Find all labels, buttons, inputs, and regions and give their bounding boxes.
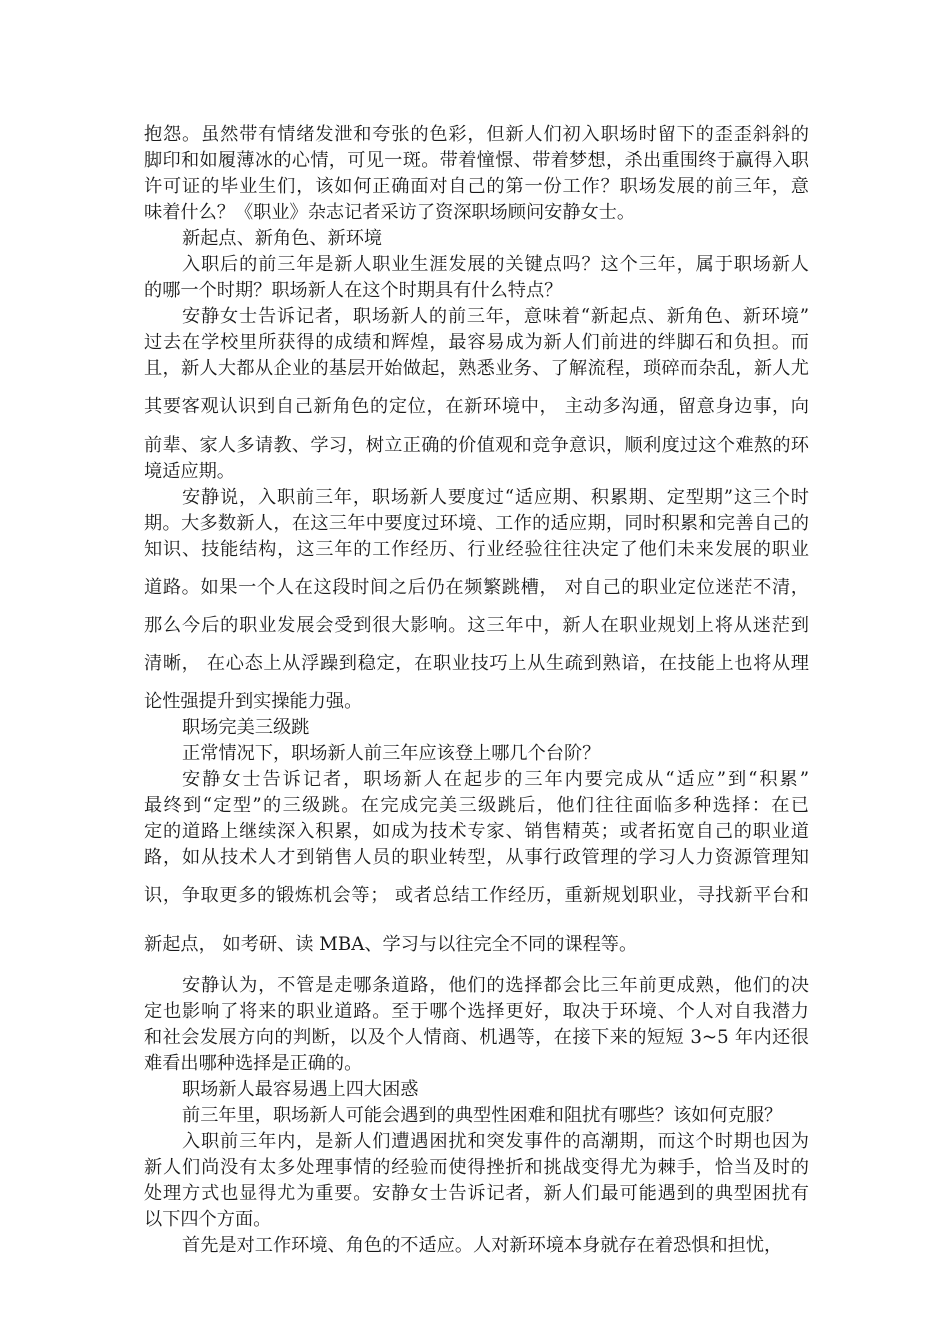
body-text-line: 入职前三年内，是新人们遭遇困扰和突发事件的高潮期，而这个时期也因为 (182, 1131, 809, 1152)
body-text-line: 且，新人大都从企业的基层开始做起，熟悉业务、了解流程，琐碎而杂乱，新人尤 (144, 358, 809, 379)
body-text-line: 知识、技能结构，这三年的工作经历、行业经验往往决定了他们未来发展的职业 (144, 539, 809, 560)
body-text-line: 新人们尚没有太多处理事情的经验而使得挫折和挑战变得尤为棘手，恰当及时的 (144, 1157, 809, 1178)
body-text-line: 安静说，入职前三年，职场新人要度过“适应期、积累期、定型期”这三个时 (182, 487, 809, 508)
body-text-line: 难看出哪种选择是正确的。 (144, 1053, 363, 1074)
body-text-line: 期。大多数新人，在这三年中要度过环境、工作的适应期，同时积累和完善自己的 (144, 513, 809, 534)
body-text-line: 前三年里，职场新人可能会遇到的典型性困难和阻扰有哪些？该如何克服？ (182, 1105, 783, 1126)
body-text-line: 味着什么？《职业》杂志记者采访了资深职场顾问安静女士。 (144, 202, 636, 223)
body-text-line: 许可证的毕业生们，该如何正确面对自己的第一份工作？职场发展的前三年，意 (144, 176, 809, 197)
body-text-line: 和社会发展方向的判断，以及个人情商、机遇等，在接下来的短短 3~5 年内还很 (144, 1027, 809, 1048)
body-text-line: 路，如从技术人才到销售人员的职业转型，从事行政管理的学习人力资源管理知 (144, 847, 809, 868)
section-heading: 新起点、新角色、新环境 (182, 228, 383, 249)
body-text-line: 论性强提升到实操能力强。 (144, 691, 363, 712)
body-text-line: 首先是对工作环境、角色的不适应。人对新环境本身就存在着恐惧和担忧， (182, 1235, 783, 1256)
body-text-line: 以下四个方面。 (144, 1209, 272, 1230)
body-text-line: 入职后的前三年是新人职业生涯发展的关键点吗？这个三年，属于职场新人 (182, 254, 809, 275)
section-heading: 职场新人最容易遇上四大困惑 (182, 1079, 419, 1100)
body-text-line: 清晰， 在心态上从浮躁到稳定，在职业技巧上从生疏到熟谙，在技能上也将从理 (144, 653, 809, 674)
body-text-line: 抱怨。虽然带有情绪发泄和夸张的色彩，但新人们初入职场时留下的歪歪斜斜的 (144, 124, 809, 145)
body-text-line: 脚印和如履薄冰的心情，可见一斑。带着憧憬、带着梦想，杀出重围终于赢得入职 (144, 150, 809, 171)
body-text-line: 最终到“定型”的三级跳。在完成完美三级跳后，他们往往面临多种选择：在已 (144, 795, 809, 816)
body-text-line: 道路。如果一个人在这段时间之后仍在频繁跳槽， 对自己的职业定位迷茫不清， (144, 577, 809, 598)
body-text-line: 境适应期。 (144, 461, 235, 482)
body-text-line: 定也影响了将来的职业道路。至于哪个选择更好，取决于环境、个人对自我潜力 (144, 1001, 809, 1022)
body-text-line: 处理方式也显得尤为重要。安静女士告诉记者，新人们最可能遇到的典型困扰有 (144, 1183, 809, 1204)
body-text-line: 前辈、家人多请教、学习，树立正确的价值观和竞争意识，顺利度过这个难熬的环 (144, 435, 809, 456)
body-text-line: 过去在学校里所获得的成绩和辉煌，最容易成为新人们前进的绊脚石和负担。而 (144, 332, 809, 353)
body-text-line: 定的道路上继续深入积累，如成为技术专家、销售精英；或者拓宽自己的职业道 (144, 821, 809, 842)
body-text-line: 安静女士告诉记者，职场新人在起步的三年内要完成从“适应”到“积累” (182, 769, 809, 790)
body-text-line: 的哪一个时期？职场新人在这个时期具有什么特点？ (144, 280, 563, 301)
body-text-line: 正常情况下，职场新人前三年应该登上哪几个台阶？ (182, 743, 601, 764)
body-text-line: 识，争取更多的锻炼机会等； 或者总结工作经历，重新规划职业，寻找新平台和 (144, 885, 809, 906)
body-text-line: 安静女士告诉记者，职场新人的前三年，意味着“新起点、新角色、新环境” (182, 306, 809, 327)
body-text-line: 那么今后的职业发展会受到很大影响。这三年中，新人在职业规划上将从迷茫到 (144, 615, 809, 636)
body-text-line: 安静认为，不管是走哪条道路，他们的选择都会比三年前更成熟，他们的决 (182, 975, 809, 996)
section-heading: 职场完美三级跳 (182, 717, 310, 738)
body-text-line: 新起点， 如考研、读 MBA、学习与以往完全不同的课程等。 (144, 934, 638, 955)
body-text-line: 其要客观认识到自己新角色的定位，在新环境中， 主动多沟通，留意身边事，向 (144, 396, 809, 417)
